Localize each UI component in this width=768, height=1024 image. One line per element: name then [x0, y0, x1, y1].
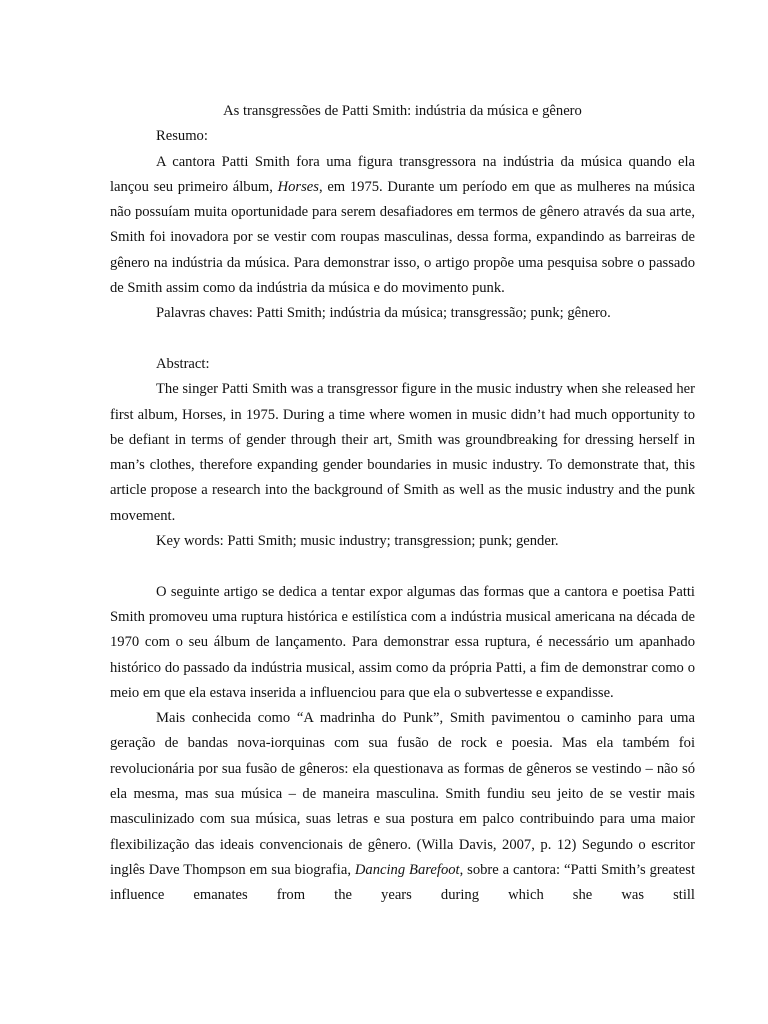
abstract-label: Abstract:	[156, 355, 210, 372]
resumo-text-2: , em 1975. Durante um período em que as mulheres na música não possuíam muita oportunidade para serem desafiadores em termos de gênero através da sua arte, Smith foi inovadora por se vestir com roupas masculinas, dessa forma, expandindo as barreiras de gênero na indústria da música. Para demonstrar isso, o artigo propõe uma pesquisa sobre o passado de Smith assim como da indústria da música e do movimento punk.	[110, 178, 696, 297]
resumo-keywords: Palavras chaves: Patti Smith; indústria da música; transgressão; punk; gênero.	[156, 305, 611, 322]
body-paragraph-2	[110, 706, 695, 908]
resumo-text-1: A cantora Patti Smith fora uma figura transgressora na indústria da música quando ela lançou seu primeiro álbum,	[110, 153, 695, 195]
resumo-label: Resumo:	[156, 128, 208, 145]
abstract-keywords: Key words: Patti Smith; music industry; transgression; punk; gender.	[156, 533, 559, 550]
body-p2-text-2: , sobre a cantora: “Patti Smith’s greatest influence emanates from the years during which she was still	[110, 861, 696, 904]
body-paragraph-1: O seguinte artigo se dedica a tentar expor algumas das formas que a cantora e poetisa Patti Smith promoveu uma ruptura histórica e estilística com a indústria musical americana na década de 1970 com o seu álbum de lançamento. Para demonstrar essa ruptura, é necessário um apanhado histórico do passado da indústria musical, assim como da própria Patti, a fim de demonstrar como o meio em que ela estava inserida a influenciou para que ela o subvertesse e expandisse.	[110, 583, 695, 701]
resumo-album-title: Horses	[277, 178, 319, 195]
document-content	[110, 99, 695, 909]
biography-title: Dancing Barefoot	[354, 861, 460, 878]
spacer	[110, 327, 695, 352]
document-title: As transgressões de Patti Smith: indústria da música e gênero	[223, 103, 582, 119]
spacer	[110, 554, 695, 579]
body-p2-text-1: Mais conhecida como “A madrinha do Punk”, Smith pavimentou o caminho para uma geração de bandas nova-iorquinas com sua fusão de rock e poesia. Mas ela também foi revolucionária por sua fusão de gêneros: ela questionava as formas de gêneros se vestindo – não só ela mesma, mas sua música – de maneira masculina. Smith fundiu seu jeito de se vestir mais masculinizado com sua música, suas letras e sua postura em palco contribuindo para uma maior flexibilização das ideais convencionais de gênero. (Willa Davis, 2007, p. 12) Segundo o escritor inglês Dave Thompson em sua biografia,	[110, 710, 695, 878]
abstract-paragraph: The singer Patti Smith was a transgressor figure in the music industry when she released her first album, Horses, in 1975. During a time where women in music didn’t had much opportunity to be defiant in terms of gender through their art, Smith was groundbreaking for dressing herself in man’s clothes, therefore expanding gender boundaries in music industry. To demonstrate that, this article propose a research into the background of Smith as well as the music industry and the punk movement.	[110, 381, 695, 524]
resumo-paragraph	[110, 150, 695, 302]
